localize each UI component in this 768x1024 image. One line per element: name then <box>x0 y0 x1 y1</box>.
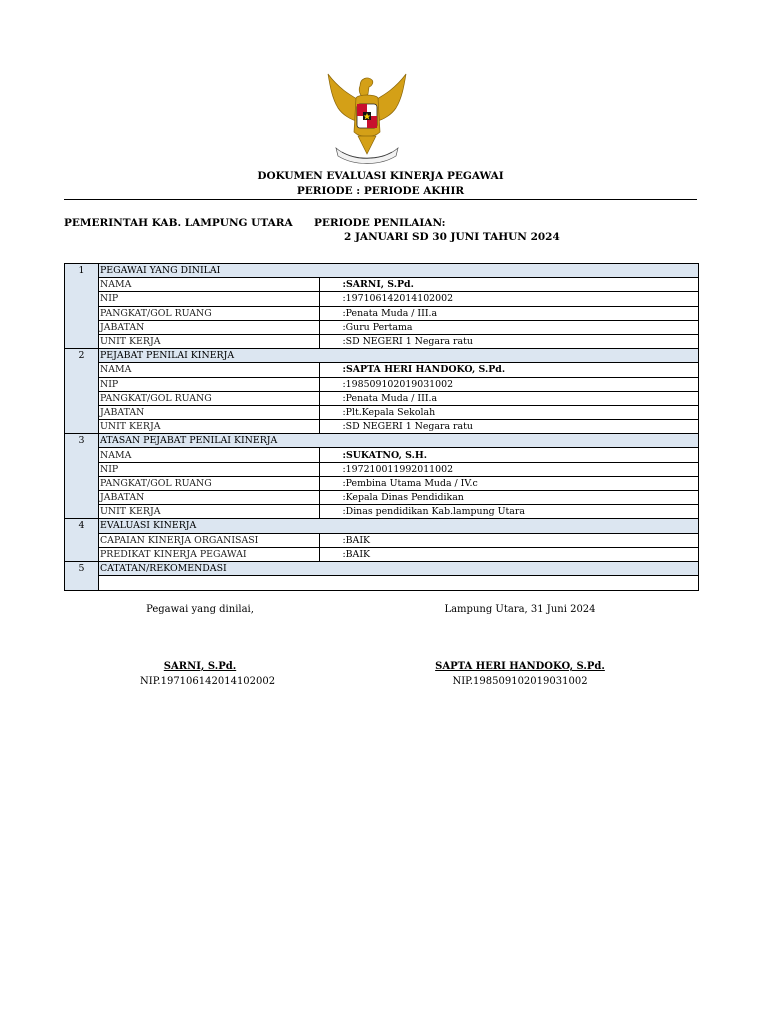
field-label: NAMA <box>99 448 320 462</box>
colon-spacer <box>320 278 342 292</box>
field-label: UNIT KERJA <box>99 505 320 519</box>
field-label: JABATAN <box>99 491 320 505</box>
title-divider <box>64 199 697 200</box>
field-label: UNIT KERJA <box>99 334 320 348</box>
colon-spacer <box>320 405 342 419</box>
section-title: EVALUASI KINERJA <box>99 519 699 533</box>
notes-cell <box>99 576 699 591</box>
section-header-row <box>65 349 699 363</box>
field-value-text: Pembina Utama Muda / IV.c <box>345 477 478 489</box>
employee-caption: Pegawai yang dinilai, <box>146 604 254 615</box>
field-colon: : <box>342 406 346 418</box>
evaluation-table <box>64 263 699 591</box>
colon-spacer <box>320 306 342 320</box>
field-colon: : <box>342 293 346 305</box>
table-row <box>65 363 699 377</box>
section-header-row <box>65 561 699 575</box>
table-row <box>65 391 699 405</box>
employee-nip: NIP.197106142014102002 <box>140 676 276 687</box>
section-title: PEGAWAI YANG DINILAI <box>99 264 699 278</box>
field-value-text: Penata Muda / III.a <box>345 307 438 319</box>
field-value <box>342 363 699 377</box>
field-value <box>342 420 699 434</box>
field-value <box>342 547 699 561</box>
table-row <box>65 278 699 292</box>
colon-spacer <box>320 448 342 462</box>
field-label: NAMA <box>99 363 320 377</box>
table-row <box>65 320 699 334</box>
field-value <box>342 448 699 462</box>
table-row <box>65 547 699 561</box>
field-colon: : <box>342 548 346 560</box>
field-colon: : <box>342 421 346 433</box>
field-value-text: 197106142014102002 <box>345 293 454 305</box>
field-label: UNIT KERJA <box>99 420 320 434</box>
colon-spacer <box>320 377 342 391</box>
field-value <box>342 292 699 306</box>
table-row <box>65 334 699 348</box>
place-date: Lampung Utara, 31 Juni 2024 <box>444 604 596 615</box>
field-label: CAPAIAN KINERJA ORGANISASI <box>99 533 320 547</box>
table-row <box>65 420 699 434</box>
colon-spacer <box>320 462 342 476</box>
table-row <box>65 505 699 519</box>
field-value-text: Penata Muda / III.a <box>345 392 438 404</box>
table-row <box>65 448 699 462</box>
colon-spacer <box>320 363 342 377</box>
field-label: NIP <box>99 462 320 476</box>
field-value-text: Kepala Dinas Pendidikan <box>345 492 464 504</box>
section-number: 5 <box>65 561 99 590</box>
section-header-row <box>65 264 699 278</box>
table-row <box>65 462 699 476</box>
field-label: PANGKAT/GOL RUANG <box>99 476 320 490</box>
period-value: 2 JANUARI SD 30 JUNI TAHUN 2024 <box>344 231 560 243</box>
colon-spacer <box>320 391 342 405</box>
field-value <box>342 278 699 292</box>
section-header-row <box>65 434 699 448</box>
field-colon: : <box>342 449 346 461</box>
field-value-text: SD NEGERI 1 Negara ratu <box>345 421 473 433</box>
field-label: JABATAN <box>99 405 320 419</box>
field-value-text: BAIK <box>345 534 371 546</box>
colon-spacer <box>320 320 342 334</box>
field-value-text: Dinas pendidikan Kab.lampung Utara <box>345 506 525 518</box>
colon-spacer <box>320 334 342 348</box>
field-label: NIP <box>99 377 320 391</box>
field-colon: : <box>342 307 346 319</box>
field-colon: : <box>342 392 346 404</box>
section-number: 1 <box>65 264 99 349</box>
employee-signature-name: SARNI, S.Pd. <box>163 661 237 672</box>
field-value <box>342 505 699 519</box>
field-label: PANGKAT/GOL RUANG <box>99 391 320 405</box>
field-value <box>342 405 699 419</box>
field-colon: : <box>342 506 346 518</box>
table-row <box>65 533 699 547</box>
table-row <box>65 491 699 505</box>
table-row <box>65 405 699 419</box>
field-value-text: 198509102019031002 <box>345 378 454 390</box>
agency-name: PEMERINTAH KAB. LAMPUNG UTARA <box>64 217 293 229</box>
table-row <box>65 476 699 490</box>
field-colon: : <box>342 336 346 348</box>
section-number: 3 <box>65 434 99 519</box>
colon-spacer <box>320 420 342 434</box>
field-label: PANGKAT/GOL RUANG <box>99 306 320 320</box>
document-title: DOKUMEN EVALUASI KINERJA PEGAWAI <box>257 170 504 182</box>
field-colon: : <box>342 463 346 475</box>
field-value <box>342 334 699 348</box>
colon-spacer <box>320 533 342 547</box>
colon-spacer <box>320 505 342 519</box>
field-value <box>342 306 699 320</box>
assessor-nip: NIP.198509102019031002 <box>452 676 588 687</box>
document-subtitle: PERIODE : PERIODE AKHIR <box>296 185 465 197</box>
field-value <box>342 491 699 505</box>
field-value <box>342 391 699 405</box>
field-value <box>342 377 699 391</box>
table-row <box>65 292 699 306</box>
field-value <box>342 476 699 490</box>
field-colon: : <box>342 534 346 546</box>
field-colon: : <box>342 492 346 504</box>
field-label: JABATAN <box>99 320 320 334</box>
period-label: PERIODE PENILAIAN: <box>314 217 446 229</box>
field-value <box>342 320 699 334</box>
colon-spacer <box>320 547 342 561</box>
section-number: 2 <box>65 349 99 434</box>
table-row <box>65 306 699 320</box>
garuda-emblem-icon <box>322 68 412 166</box>
field-colon: : <box>342 364 346 376</box>
colon-spacer <box>320 476 342 490</box>
field-value-text: 197210011992011002 <box>345 463 454 475</box>
field-value <box>342 462 699 476</box>
colon-spacer <box>320 292 342 306</box>
field-colon: : <box>342 378 346 390</box>
field-label: PREDIKAT KINERJA PEGAWAI <box>99 547 320 561</box>
section-title: ATASAN PEJABAT PENILAI KINERJA <box>99 434 699 448</box>
field-value-text: BAIK <box>345 548 371 560</box>
field-label: NIP <box>99 292 320 306</box>
field-value-text: SARNI, S.Pd. <box>345 279 414 291</box>
field-value-text: SUKATNO, S.H. <box>345 449 427 461</box>
field-value <box>342 533 699 547</box>
field-value-text: SD NEGERI 1 Negara ratu <box>345 336 473 348</box>
field-value-text: Guru Pertama <box>345 321 413 333</box>
section-number: 4 <box>65 519 99 562</box>
field-value-text: SAPTA HERI HANDOKO, S.Pd. <box>345 364 506 376</box>
field-colon: : <box>342 321 346 333</box>
colon-spacer <box>320 491 342 505</box>
field-label: NAMA <box>99 278 320 292</box>
field-colon: : <box>342 477 346 489</box>
section-header-row <box>65 519 699 533</box>
section-title: PEJABAT PENILAI KINERJA <box>99 349 699 363</box>
table-row <box>65 377 699 391</box>
assessor-signature-name: SAPTA HERI HANDOKO, S.Pd. <box>435 661 605 672</box>
section-title: CATATAN/REKOMENDASI <box>99 561 699 575</box>
notes-row <box>65 576 699 591</box>
field-colon: : <box>342 279 346 291</box>
field-value-text: Plt.Kepala Sekolah <box>345 406 436 418</box>
